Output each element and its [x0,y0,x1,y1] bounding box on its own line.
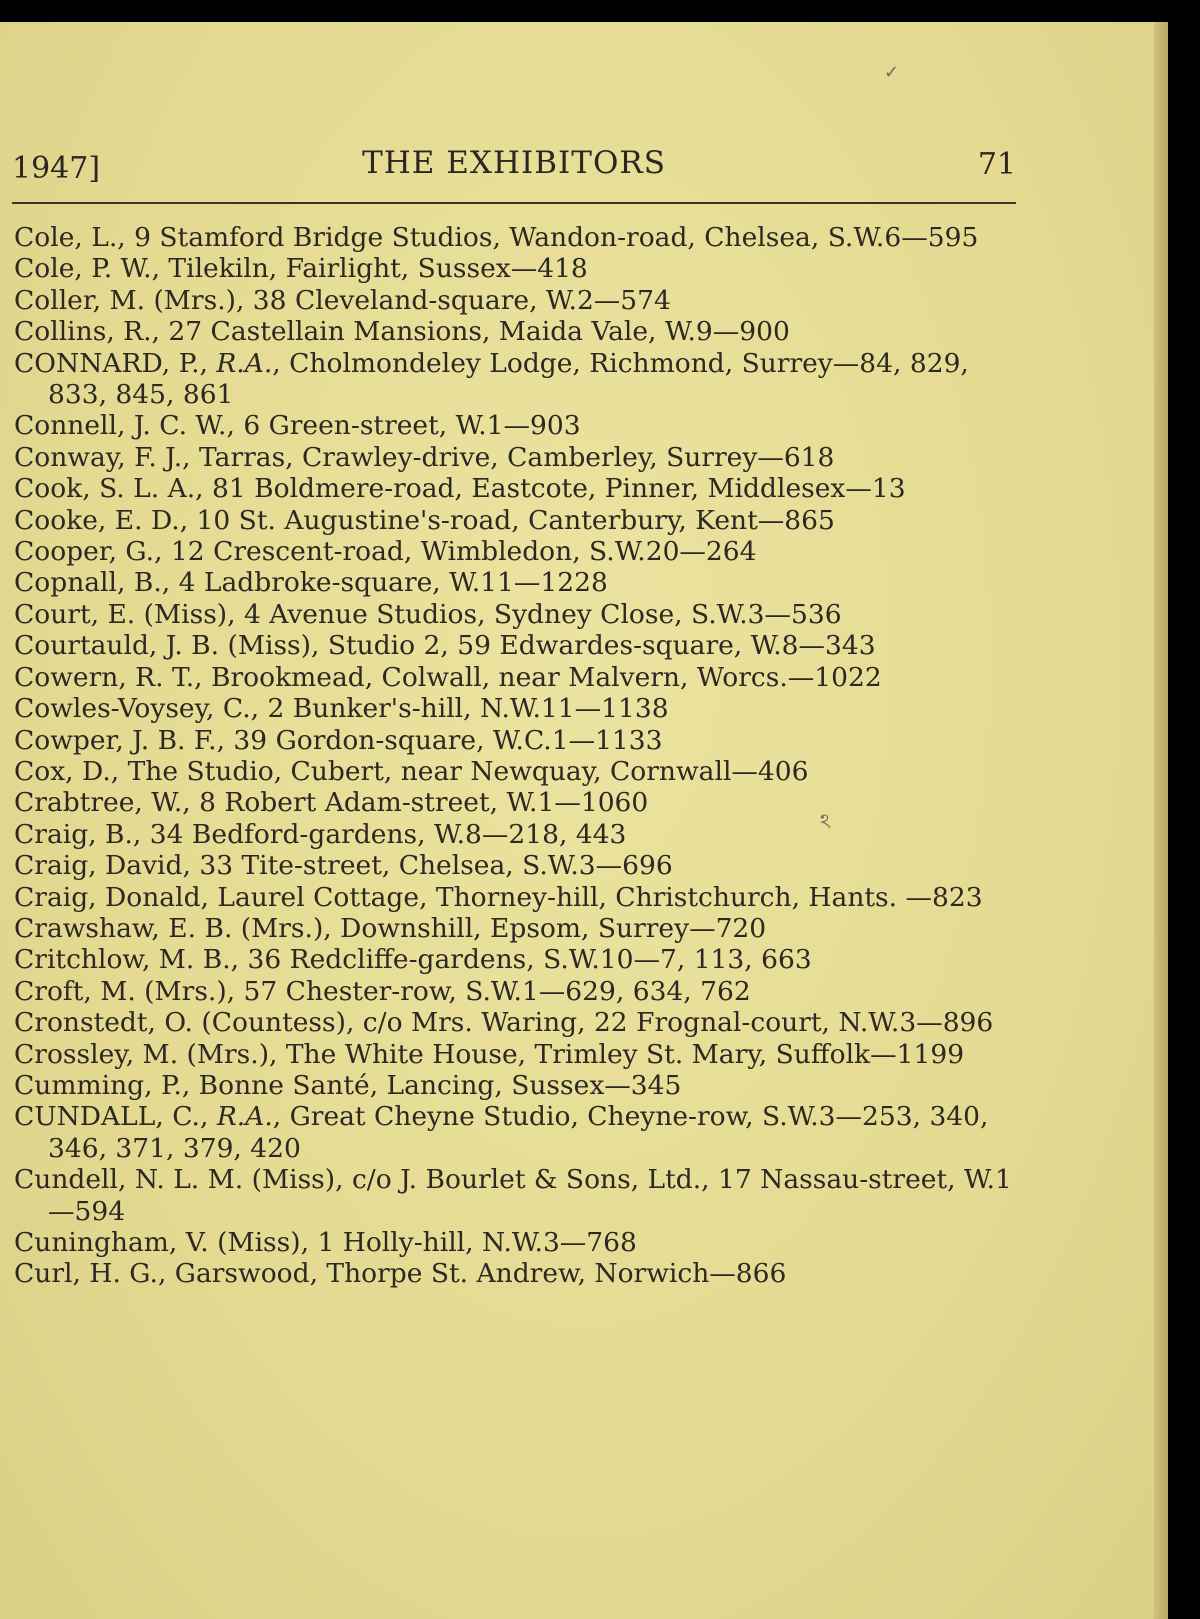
entry-text: Cooper, G., 12 Crescent-road, Wimbledon, S.W.20—264 [14,536,757,568]
scanned-page [0,22,1168,1619]
entry-honour: R.A. [216,347,273,379]
exhibitor-entry [14,536,1024,567]
exhibitor-entry [14,599,1024,630]
entry-text: Cowper, J. B. F., 39 Gordon-square, W.C.1—1133 [14,724,663,756]
exhibitor-entry [14,222,1024,253]
header-year: 1947] [12,151,101,186]
exhibitor-entry [14,1039,1024,1070]
exhibitor-entry [14,662,1024,693]
exhibitor-entry [14,285,1024,316]
exhibitor-entry [14,316,1024,347]
entry-text: Curl, H. G., Garswood, Thorpe St. Andrew, Norwich—866 [14,1258,787,1290]
entry-honour: R.A. [216,1101,273,1133]
exhibitor-entry [14,505,1024,536]
header-rule [12,202,1016,204]
exhibitor-entry [14,1007,1024,1038]
exhibitor-entry [14,725,1024,756]
entry-text: Cundell, N. L. M. (Miss), c/o J. Bourlet & Sons, Ltd., 17 Nassau-street, W.1—594 [14,1164,1012,1227]
entry-text: Courtauld, J. B. (Miss), Studio 2, 59 Edwardes-square, W.8—343 [14,630,876,662]
exhibitor-entry [14,819,1024,850]
entry-text: Cuningham, V. (Miss), 1 Holly-hill, N.W.3—768 [14,1227,637,1258]
entry-text: CUNDALL, C., [14,1101,217,1133]
entry-text: Craig, Donald, Laurel Cottage, Thorney-hill, Christchurch, Hants. —823 [14,881,983,913]
entry-text: Connell, J. C. W., 6 Green-street, W.1—903 [14,410,581,442]
exhibitor-entry [14,1258,1024,1289]
page-number: 71 [977,147,1016,182]
exhibitor-entry [14,1227,1024,1258]
exhibitor-entry [14,976,1024,1007]
entry-text: Croft, M. (Mrs.), 57 Chester-row, S.W.1—629, 634, 762 [14,975,751,1007]
exhibitor-entry [14,630,1024,661]
entry-text: Crossley, M. (Mrs.), The White House, Trimley St. Mary, Suffolk—1199 [14,1038,965,1070]
entry-text: Cronstedt, O. (Countess), c/o Mrs. Waring, 22 Frognal-court, N.W.3—896 [14,1007,994,1039]
exhibitor-list [14,222,1024,1290]
entry-text: CONNARD, P., [14,347,217,379]
exhibitor-entry [14,410,1024,441]
entry-text: Cooke, E. D., 10 St. Augustine's-road, Canterbury, Kent—865 [14,504,835,536]
entry-text: Cox, D., The Studio, Cubert, near Newquay, Cornwall—406 [14,755,809,787]
entry-text: Craig, David, 33 Tite-street, Chelsea, S.W.3—696 [14,850,673,882]
page-edge [1154,22,1168,1619]
entry-text: Crabtree, W., 8 Robert Adam-street, W.1—1060 [14,787,649,819]
entry-text-rest: , Great Cheyne Studio, Cheyne-row, S.W.3—253, 340, 346, 371, 379, 420 [48,1101,989,1164]
exhibitor-entry [14,1164,1024,1227]
entry-text: Cole, P. W., Tilekiln, Fairlight, Sussex—418 [14,253,588,285]
entry-text: Cole, L., 9 Stamford Bridge Studios, Wandon-road, Chelsea, S.W.6—595 [14,222,979,253]
exhibitor-entry [14,787,1024,818]
exhibitor-entry [14,756,1024,787]
entry-text-rest: , Cholmondeley Lodge, Richmond, Surrey—84, 829, 833, 845, 861 [48,347,969,411]
ink-speck-mark: ঽ [820,809,831,833]
exhibitor-entry [14,348,1024,411]
entry-text: Collins, R., 27 Castellain Mansions, Maida Vale, W.9—900 [14,316,790,348]
running-header [12,127,1016,187]
entry-text: Court, E. (Miss), 4 Avenue Studios, Sydney Close, S.W.3—536 [14,598,842,630]
entry-text: Critchlow, M. B., 36 Redcliffe-gardens, S.W.10—7, 113, 663 [14,944,812,976]
ink-speck-mark: ✓ [884,62,900,83]
exhibitor-entry [14,850,1024,881]
exhibitor-entry [14,882,1024,913]
entry-text: Copnall, B., 4 Ladbroke-square, W.11—1228 [14,567,608,599]
exhibitor-entry [14,1101,1024,1164]
entry-text: Cumming, P., Bonne Santé, Lancing, Sussex—345 [14,1069,682,1101]
entry-text: Cook, S. L. A., 81 Boldmere-road, Eastcote, Pinner, Middlesex—13 [14,473,906,505]
entry-text: Cowern, R. T., Brookmead, Colwall, near Malvern, Worcs.—1022 [14,661,882,693]
exhibitor-entry [14,913,1024,944]
entry-text: Cowles-Voysey, C., 2 Bunker's-hill, N.W.11—1138 [14,693,669,725]
entry-text: Craig, B., 34 Bedford-gardens, W.8—218, 443 [14,818,627,850]
header-title: THE EXHIBITORS [362,145,666,181]
exhibitor-entry [14,473,1024,504]
exhibitor-entry [14,442,1024,473]
entry-text: Crawshaw, E. B. (Mrs.), Downshill, Epsom, Surrey—720 [14,912,767,944]
exhibitor-entry [14,1070,1024,1101]
exhibitor-entry [14,253,1024,284]
exhibitor-entry [14,944,1024,975]
entry-text: Coller, M. (Mrs.), 38 Cleveland-square, W.2—574 [14,284,671,316]
exhibitor-entry [14,693,1024,724]
exhibitor-entry [14,567,1024,598]
entry-text: Conway, F. J., Tarras, Crawley-drive, Camberley, Surrey—618 [14,441,835,473]
